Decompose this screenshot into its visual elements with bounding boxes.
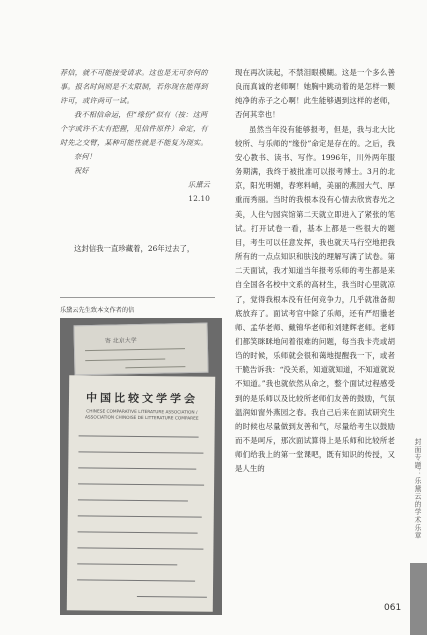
letter-transcription — [60, 66, 210, 206]
handwriting-line — [77, 547, 203, 549]
handwriting-line — [77, 563, 177, 565]
handwriting-line — [78, 467, 196, 469]
handwriting-line — [78, 515, 202, 517]
letter-para-2: 我不相信命运，但“缘份”似有（按：这两个字或许不太有把握，见信件原件）命定，有时先之交臂，某种可能性就是不能复为现实。 — [60, 110, 208, 147]
right-paragraph-2: 虽然当年没有能够报考，但是，我与北大比较所、与乐师的“缘份”命定是存在的。之后，我安心教书、读书、写作。1996年，川外两年服务期满，我终于被批准可以报考博士。3月的北京，阳光明媚，春寒料峭，美丽的燕园大气、厚重而秀丽。当时的我根本没有心情去欣赏春光之美，人住勺园宾馆第二天就立即进入了紧张的笔试。打开试卷一看，基本上都是一些很大的题目，考生可以任意发挥，我也就天马行空地把我所有的一点点知识和肤浅的理解写满了试卷。第二天面试，我才知道当年报考乐师的考生都是来自全国各名校中文系的高材生，我当时心里就凉了，觉得我根本没有任何竞争力，几乎就准备彻底放弃了。面试考官中除了乐师，还有严绍璗老师、孟华老师、戴锦华老师和刘建辉老师。老师们都笑眯眯地问着很难的问题，每当我卡壳或胡诌的时候，乐师就会很和蔼地提醒我一下，或者干脆告诉我：“没关系，知道就知道，不知道就说不知道。”我也就依然从命之，整个面试过程感受到的是乐师以及比较所老师们友善的鼓励，气氛温润如窗外燕园之春。我自己后来在面试研究生的时候也尽量做到友善和气，尽量给考生以鼓励而不是呵斥，那次面试算得上是乐师和比较所老师们给我上的第一堂课吧，既有知识的传授，又是人生的 — [235, 124, 395, 474]
envelope-image — [73, 323, 208, 376]
article-body-right — [235, 66, 395, 477]
letter-photo — [60, 318, 222, 615]
letterhead-subtitle: CHINESE COMPARATIVE LITERATURE ASSOCIATION / ASSOCIATION CHINOISE DE LITTERATURE COMPAREE — [84, 409, 199, 422]
letter-signature: 乐黛云 — [187, 180, 210, 189]
right-paragraph-1: 现在再次读起，不禁泪眼模糊。这是一个多么善良而真诚的老师啊！她胸中跳动着的是怎样一颗纯净的赤子之心啊！此生能够遇到这样的老师，否何其幸也！ — [235, 68, 395, 120]
letter-date: 12.10 — [188, 194, 210, 203]
handwriting-line — [78, 483, 204, 485]
letter-para-1: 荐信，就不可能接受请求。这也是无可奈何的事。报名时间则是不太限制，若你现在能得到许可，或许尚可一试。 — [60, 68, 208, 105]
handwriting-line — [78, 531, 198, 533]
letter-sheet-image — [67, 375, 215, 612]
section-side-tab — [410, 438, 427, 635]
page-number: 061 — [384, 603, 402, 613]
body-text-left: 这封信我一直珍藏着，26年过去了， — [74, 244, 195, 253]
envelope-line — [125, 366, 185, 368]
handwriting-line — [78, 499, 188, 501]
photo-caption: 乐黛云先生致本文作者的信 — [60, 307, 135, 314]
handwriting-line — [78, 451, 203, 453]
caption-rule — [60, 297, 215, 298]
envelope-line — [85, 348, 185, 351]
letter-closing: 奈何！ — [74, 152, 97, 161]
letterhead-title: 中国比较文学学会 — [85, 391, 199, 406]
envelope-line — [85, 358, 165, 361]
letter-wish: 祝好 — [74, 166, 89, 175]
section-side-label: 封面专题：乐黛云的学术乐章 — [413, 438, 421, 540]
handwriting-line — [79, 435, 199, 437]
envelope-text: 寄 北京大学 — [104, 337, 137, 345]
handwriting-line — [77, 579, 195, 581]
handwriting-line — [137, 596, 207, 598]
